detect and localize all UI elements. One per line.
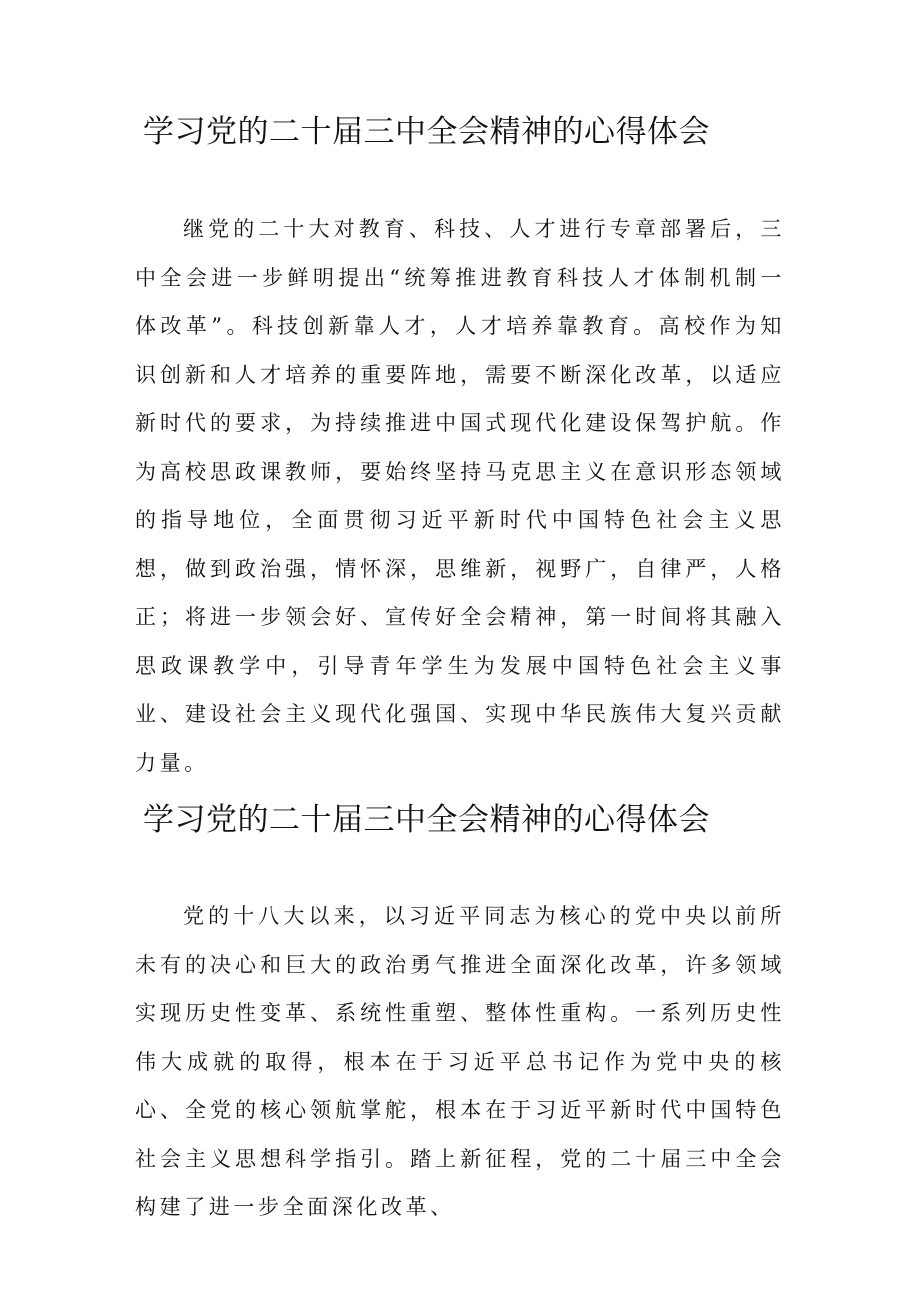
article-title: 学习党的二十届三中全会精神的心得体会 [143,114,710,150]
article-section-1 [0,108,920,775]
article-title: 学习党的二十届三中全会精神的心得体会 [143,802,710,838]
article-paragraph: 继党的二十大对教育、科技、人才进行专章部署后，三中全会进一步鲜明提出“统筹推进教育科技人才体制机制一体改革”。科技创新靠人才，人才培养靠教育。高校作为知识创新和人才培养的重要阵地，需要不断深化改革，以适应新时代的要求，为持续推进中国式现代化建设保驾护航。作为高校思政课教师，要始终坚持马克思主义在意识形态领域的指导地位，全面贯彻习近平新时代中国特色社会主义思想，做到政治强，情怀深，思维新，视野广，自律严，人格正；将进一步领会好、宣传好全会精神，第一时间将其融入思政课教学中，引导青年学生为发展中国特色社会主义事业、建设社会主义现代化强国、实现中华民族伟大复兴贡献力量。 [135,217,785,775]
article-section-2 [0,796,920,1219]
article-paragraph: 党的十八大以来，以习近平同志为核心的党中央以前所未有的决心和巨大的政治勇气推进全面深化改革，许多领域实现历史性变革、系统性重塑、整体性重构。一系列历史性伟大成就的取得，根本在于习近平总书记作为党中央的核心、全党的核心领航掌舵，根本在于习近平新时代中国特色社会主义思想科学指引。踏上新征程，党的二十届三中全会构建了进一步全面深化改革、 [135,904,785,1219]
